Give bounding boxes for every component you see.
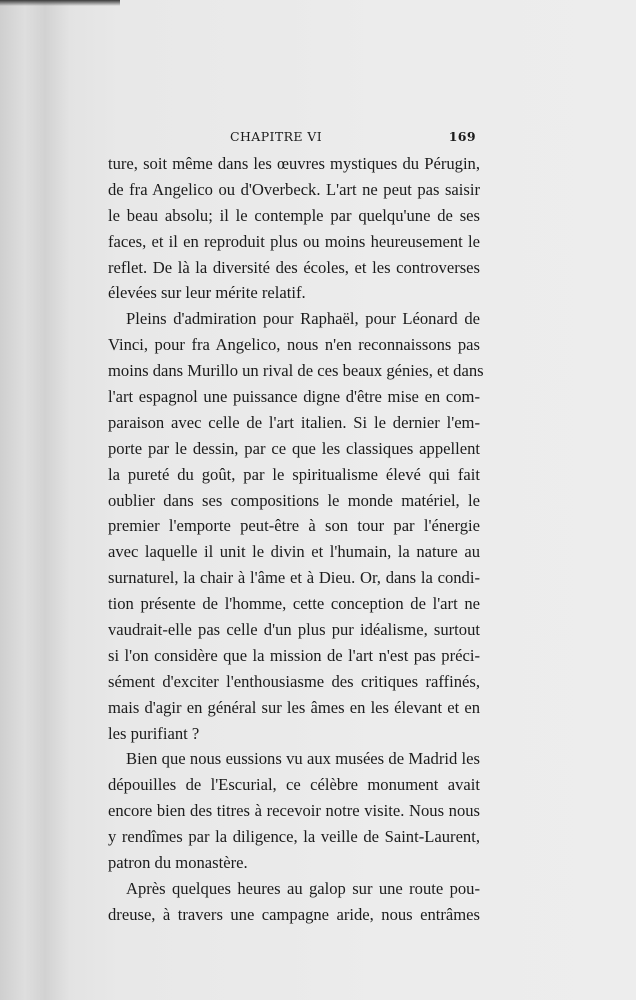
text-line: les purifiant ?: [108, 723, 200, 743]
running-head: [112, 129, 476, 149]
paragraph: [108, 306, 484, 746]
page-number: 169: [448, 129, 476, 144]
text-line: vaudrait-elle pas celle d'un plus pur idéalisme, surtout: [108, 620, 480, 640]
text-line: encore bien des titres à recevoir notre visite. Nous nous: [108, 801, 480, 821]
text-line: porte par le dessin, par ce que les classiques appellent: [108, 438, 480, 458]
text-line: Pleins d'admiration pour Raphaël, pour Léonard de: [126, 309, 480, 329]
text-line: tion présente de l'homme, cette conception de l'art ne: [108, 594, 480, 614]
paragraph: [108, 151, 480, 306]
text-line: paraison avec celle de l'art italien. Si le dernier l'em-: [108, 412, 480, 432]
text-line: dépouilles de l'Escurial, ce célèbre monument avait: [108, 775, 480, 795]
text-line: mais d'agir en général sur les âmes en les élevant et en: [108, 697, 480, 717]
chapter-title: CHAPITRE VI: [230, 129, 323, 144]
text-line: Bien que nous eussions vu aux musées de Madrid les: [126, 749, 480, 769]
text-line: l'art espagnol une puissance digne d'être mise en com-: [108, 387, 480, 407]
text-line: moins dans Murillo un rival de ces beaux génies, et dans: [108, 361, 484, 381]
text-line: élevées sur leur mérite relatif.: [108, 283, 306, 303]
text-line: le beau absolu; il le contemple par quelqu'une de ses: [108, 205, 480, 225]
text-line: avec laquelle il unit le divin et l'humain, la nature au: [108, 542, 480, 562]
text-line: la pureté du goût, par le spiritualisme élevé qui fait: [108, 464, 480, 484]
text-line: Vinci, pour fra Angelico, nous n'en reconnaissons pas: [108, 335, 480, 355]
text-line: si l'on considère que la mission de l'art n'est pas préci-: [108, 645, 480, 665]
text-line: sément d'exciter l'enthousiasme des critiques raffinés,: [108, 671, 480, 691]
text-line: surnaturel, la chair à l'âme et à Dieu. Or, dans la condi-: [108, 568, 480, 588]
text-line: de fra Angelico ou d'Overbeck. L'art ne peut pas saisir: [108, 179, 480, 199]
text-line: ture, soit même dans les œuvres mystiques du Pérugin,: [108, 154, 480, 173]
text-line: patron du monastère.: [108, 853, 248, 873]
body-text: [108, 151, 484, 928]
text-line: faces, et il en reproduit plus ou moins heureusement le: [108, 231, 480, 251]
text-line: premier l'emporte peut-être à son tour par l'énergie: [108, 516, 480, 536]
text-line: oublier dans ses compositions le monde matériel, le: [108, 490, 480, 510]
text-line: Après quelques heures au galop sur une route pou-: [126, 878, 480, 898]
text-line: dreuse, à travers une campagne aride, nous entrâmes: [108, 904, 480, 924]
paragraph: [108, 746, 480, 875]
scan-edge-shadow: [0, 0, 120, 6]
text-line: reflet. De là la diversité des écoles, et les controverses: [108, 257, 480, 277]
paragraph: [108, 876, 480, 928]
text-line: y rendîmes par la diligence, la veille de Saint-Laurent,: [108, 827, 480, 847]
